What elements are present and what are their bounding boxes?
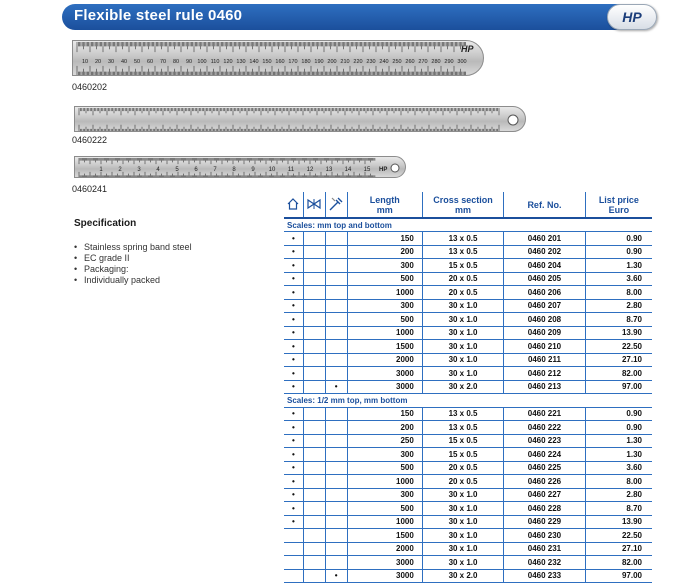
ruler-scale-label: 150 (262, 59, 272, 65)
cross-section-cell: 30 x 1.0 (422, 340, 503, 354)
ref-no-cell: 0460 209 (504, 326, 585, 340)
mark-cell (303, 421, 325, 435)
cross-section-cell: 30 x 1.0 (422, 488, 503, 502)
mark-cell (284, 542, 303, 556)
price-cell: 1.30 (585, 448, 652, 462)
header-ref-no: Ref. No. (504, 192, 585, 218)
mark-cell (303, 529, 325, 543)
mark-cell: • (284, 367, 303, 381)
ref-no-cell: 0460 206 (504, 286, 585, 300)
cross-section-cell: 15 x 0.5 (422, 259, 503, 273)
cross-section-cell: 15 x 0.5 (422, 448, 503, 462)
mark-cell: • (284, 407, 303, 421)
ruler-scale-label: 160 (275, 59, 285, 65)
ref-no-cell: 0460 204 (504, 259, 585, 273)
price-cell: 97.00 (585, 380, 652, 394)
mark-cell (303, 259, 325, 273)
mark-cell (325, 313, 347, 327)
price-cell: 97.00 (585, 569, 652, 583)
mark-cell (325, 407, 347, 421)
table-row (284, 380, 652, 394)
ruler-scale-label: 290 (444, 59, 454, 65)
cross-section-cell: 30 x 1.0 (422, 313, 503, 327)
mark-cell (325, 488, 347, 502)
table-row (284, 434, 652, 448)
ref-no-cell: 0460 201 (504, 232, 585, 246)
ref-no-cell: 0460 212 (504, 367, 585, 381)
ref-no-cell: 0460 225 (504, 461, 585, 475)
table-row (284, 475, 652, 489)
ruler-scale-label: 10 (268, 167, 276, 173)
group-title: Scales: 1/2 mm top, mm bottom (284, 394, 652, 408)
price-cell: 8.00 (585, 475, 652, 489)
cross-section-cell: 13 x 0.5 (422, 407, 503, 421)
price-cell: 0.90 (585, 245, 652, 259)
mark-cell: • (284, 475, 303, 489)
ruler-scale-label: 6 (194, 167, 198, 173)
mark-cell (303, 407, 325, 421)
mark-cell (325, 299, 347, 313)
spec-item: • EC grade II (74, 253, 192, 264)
ruler-scale-label: 120 (223, 59, 233, 65)
cross-section-cell: 30 x 1.0 (422, 353, 503, 367)
spec-item: • Packaging: (74, 264, 192, 275)
house-icon (284, 192, 303, 218)
ruler-scale-label: 90 (185, 59, 193, 65)
mark-cell (325, 502, 347, 516)
ref-no-cell: 0460 223 (504, 434, 585, 448)
table-row (284, 353, 652, 367)
cross-section-cell: 13 x 0.5 (422, 232, 503, 246)
page-title: Flexible steel rule 0460 (74, 7, 243, 24)
ruler-scale-label: 40 (120, 59, 128, 65)
ruler-scale-label: 110 (210, 59, 220, 65)
mark-cell: • (284, 286, 303, 300)
table-row (284, 569, 652, 583)
mark-cell (325, 556, 347, 570)
ref-no-cell: 0460 211 (504, 353, 585, 367)
mark-cell (303, 326, 325, 340)
price-cell: 0.90 (585, 232, 652, 246)
ruler-scale-label: 11 (287, 167, 295, 173)
length-cell: 150 (347, 232, 422, 246)
cross-section-cell: 30 x 2.0 (422, 380, 503, 394)
length-cell: 1000 (347, 475, 422, 489)
cross-section-cell: 15 x 0.5 (422, 434, 503, 448)
ref-no-cell: 0460 231 (504, 542, 585, 556)
mark-cell (325, 475, 347, 489)
specification-list (74, 242, 192, 286)
ruler-scale-label: 15 (363, 167, 371, 173)
mark-cell (284, 556, 303, 570)
price-cell: 82.00 (585, 367, 652, 381)
mark-cell: • (284, 353, 303, 367)
price-cell: 3.60 (585, 461, 652, 475)
mark-cell: • (284, 272, 303, 286)
ruler-hang-hole (391, 164, 399, 172)
ruler-scale-label: 30 (107, 59, 115, 65)
ref-no-cell: 0460 229 (504, 515, 585, 529)
length-cell: 1500 (347, 529, 422, 543)
ruler-scale-label: 12 (306, 167, 314, 173)
ruler-scale-label: 140 (249, 59, 259, 65)
ref-no-cell: 0460 210 (504, 340, 585, 354)
table-row (284, 448, 652, 462)
mark-cell (303, 313, 325, 327)
ref-no-cell: 0460 222 (504, 421, 585, 435)
price-cell: 8.70 (585, 502, 652, 516)
mark-cell: • (284, 488, 303, 502)
price-cell: 8.00 (585, 286, 652, 300)
price-cell: 22.50 (585, 340, 652, 354)
table-row (284, 313, 652, 327)
ruler-scale-label: 3 (137, 167, 141, 173)
mark-cell (303, 515, 325, 529)
table-row (284, 259, 652, 273)
mark-cell: • (284, 380, 303, 394)
length-cell: 1000 (347, 515, 422, 529)
mark-cell (325, 448, 347, 462)
cross-section-cell: 13 x 0.5 (422, 421, 503, 435)
mark-cell (303, 340, 325, 354)
ruler-scale-label: 100 (197, 59, 207, 65)
cross-section-cell: 30 x 1.0 (422, 326, 503, 340)
mark-cell: • (284, 259, 303, 273)
table-group-header (284, 394, 652, 408)
mark-cell (325, 421, 347, 435)
mark-cell (325, 272, 347, 286)
mark-cell: • (284, 340, 303, 354)
price-cell: 1.30 (585, 259, 652, 273)
length-cell: 3000 (347, 569, 422, 583)
price-cell: 2.80 (585, 299, 652, 313)
spec-item: • Stainless spring band steel (74, 242, 192, 253)
ruler-image-0460241 (74, 156, 406, 178)
mark-cell: • (284, 245, 303, 259)
mark-cell (325, 259, 347, 273)
cross-section-cell: 30 x 1.0 (422, 542, 503, 556)
mark-cell: • (284, 299, 303, 313)
ruler-code-label: 0460202 (72, 82, 108, 92)
ruler-scale-label: 220 (353, 59, 363, 65)
length-cell: 300 (347, 488, 422, 502)
length-cell: 200 (347, 245, 422, 259)
cross-section-cell: 30 x 2.0 (422, 569, 503, 583)
price-cell: 82.00 (585, 556, 652, 570)
table-row (284, 421, 652, 435)
price-cell: 27.10 (585, 353, 652, 367)
ruler-scale-label: 70 (159, 59, 167, 65)
mark-cell: • (284, 326, 303, 340)
ruler-scale-label: 190 (314, 59, 324, 65)
cross-section-cell: 20 x 0.5 (422, 461, 503, 475)
table-row (284, 272, 652, 286)
mark-cell: • (284, 515, 303, 529)
table-row (284, 407, 652, 421)
mark-cell: • (325, 380, 347, 394)
mark-cell (303, 272, 325, 286)
length-cell: 300 (347, 299, 422, 313)
ref-no-cell: 0460 202 (504, 245, 585, 259)
length-cell: 300 (347, 259, 422, 273)
table-row (284, 502, 652, 516)
length-cell: 3000 (347, 380, 422, 394)
ruler-scale-label: 240 (379, 59, 389, 65)
length-cell: 300 (347, 448, 422, 462)
length-cell: 500 (347, 461, 422, 475)
ruler-scale-label: 60 (146, 59, 154, 65)
price-cell: 0.90 (585, 407, 652, 421)
ruler-scale-label: 9 (251, 167, 255, 173)
price-cell: 22.50 (585, 529, 652, 543)
price-cell: 1.30 (585, 434, 652, 448)
ruler-scale-label: 210 (340, 59, 350, 65)
price-cell: 13.90 (585, 326, 652, 340)
length-cell: 1000 (347, 326, 422, 340)
ruler-scale-label: 50 (133, 59, 141, 65)
price-cell: 0.90 (585, 421, 652, 435)
mark-cell (325, 542, 347, 556)
ruler-scale-label: 4 (156, 167, 160, 173)
mark-cell (325, 367, 347, 381)
mark-cell (303, 245, 325, 259)
ref-no-cell: 0460 224 (504, 448, 585, 462)
mark-cell: • (284, 502, 303, 516)
mark-cell (303, 461, 325, 475)
table-row (284, 245, 652, 259)
table-header-row (284, 192, 652, 218)
cross-section-cell: 20 x 0.5 (422, 272, 503, 286)
length-cell: 500 (347, 502, 422, 516)
length-cell: 1500 (347, 340, 422, 354)
cross-section-cell: 30 x 1.0 (422, 515, 503, 529)
ref-no-cell: 0460 230 (504, 529, 585, 543)
spec-item-continuation: • Individually packed (74, 275, 192, 286)
mark-cell: • (284, 232, 303, 246)
ruler-scale-label: 250 (392, 59, 402, 65)
cross-section-cell: 30 x 1.0 (422, 529, 503, 543)
mark-cell (325, 326, 347, 340)
ruler-scale-label: 5 (175, 167, 179, 173)
ruler-code-label: 0460222 (72, 135, 108, 145)
mark-cell (325, 515, 347, 529)
cross-section-cell: 30 x 1.0 (422, 299, 503, 313)
header-list-price: List price Euro (585, 192, 652, 218)
cross-section-cell: 20 x 0.5 (422, 286, 503, 300)
mark-cell: • (284, 421, 303, 435)
length-cell: 500 (347, 272, 422, 286)
table-row (284, 232, 652, 246)
ruler-scale-label: 280 (431, 59, 441, 65)
mark-cell (303, 232, 325, 246)
mark-cell: • (284, 313, 303, 327)
table-row (284, 367, 652, 381)
price-cell: 13.90 (585, 515, 652, 529)
length-cell: 250 (347, 434, 422, 448)
header-cross-section: Cross section mm (422, 192, 503, 218)
mark-cell (303, 569, 325, 583)
group-title: Scales: mm top and bottom (284, 218, 652, 232)
cross-section-cell: 30 x 1.0 (422, 556, 503, 570)
ruler-scale-label: 2 (118, 167, 122, 173)
mark-cell (325, 461, 347, 475)
ref-no-cell: 0460 226 (504, 475, 585, 489)
table-row (284, 542, 652, 556)
table-row (284, 326, 652, 340)
table-row (284, 340, 652, 354)
price-cell: 2.80 (585, 488, 652, 502)
ruler-scale-label: 8 (232, 167, 236, 173)
price-cell: 3.60 (585, 272, 652, 286)
mark-cell (303, 380, 325, 394)
length-cell: 3000 (347, 556, 422, 570)
mark-cell (325, 529, 347, 543)
cross-section-cell: 13 x 0.5 (422, 245, 503, 259)
ruler-scale-label: 10 (81, 59, 89, 65)
table-row (284, 556, 652, 570)
mark-cell: • (284, 448, 303, 462)
ruler-hang-hole (508, 115, 518, 125)
mark-cell: • (284, 461, 303, 475)
ruler-scale-label: 230 (366, 59, 376, 65)
product-table (284, 192, 652, 583)
ruler-scale-label: 300 (457, 59, 467, 65)
ruler-code-label: 0460241 (72, 184, 108, 194)
ref-no-cell: 0460 233 (504, 569, 585, 583)
price-cell: 8.70 (585, 313, 652, 327)
ref-no-cell: 0460 227 (504, 488, 585, 502)
cross-section-cell: 30 x 1.0 (422, 502, 503, 516)
ruler-scale-label: 270 (418, 59, 428, 65)
table-row (284, 488, 652, 502)
mark-cell (325, 232, 347, 246)
ref-no-cell: 0460 207 (504, 299, 585, 313)
ruler-scale-label: 14 (344, 167, 352, 173)
mark-cell (303, 353, 325, 367)
mark-cell (303, 299, 325, 313)
mark-cell (325, 434, 347, 448)
length-cell: 500 (347, 313, 422, 327)
length-cell: 3000 (347, 367, 422, 381)
mark-cell (303, 448, 325, 462)
mark-cell (303, 556, 325, 570)
mark-cell: • (284, 434, 303, 448)
mark-cell (303, 434, 325, 448)
tool-icon (325, 192, 347, 218)
mark-cell (325, 353, 347, 367)
ruler-scale-label: 260 (405, 59, 415, 65)
ruler-scale-label: 1 (99, 167, 103, 173)
ref-no-cell: 0460 208 (504, 313, 585, 327)
ref-no-cell: 0460 213 (504, 380, 585, 394)
mark-cell (303, 502, 325, 516)
cross-section-cell: 30 x 1.0 (422, 367, 503, 381)
length-cell: 2000 (347, 542, 422, 556)
ruler-scale-label: 7 (213, 167, 217, 173)
ref-no-cell: 0460 228 (504, 502, 585, 516)
ruler-scale-label: 130 (236, 59, 246, 65)
price-cell: 27.10 (585, 542, 652, 556)
ruler-scale-label: 180 (301, 59, 311, 65)
ruler-scale-label: 80 (172, 59, 180, 65)
table-row (284, 299, 652, 313)
ruler-scale-label: 170 (288, 59, 298, 65)
ruler-logo: HP (461, 44, 474, 54)
ruler-scale-label: 13 (325, 167, 333, 173)
table-row (284, 515, 652, 529)
ref-no-cell: 0460 232 (504, 556, 585, 570)
length-cell: 2000 (347, 353, 422, 367)
table-group-header (284, 218, 652, 232)
hp-logo: HP (607, 4, 657, 30)
table-row (284, 461, 652, 475)
mark-cell (284, 529, 303, 543)
table-row (284, 529, 652, 543)
mark-cell (284, 569, 303, 583)
ruler-image-0460222 (74, 106, 526, 132)
length-cell: 200 (347, 421, 422, 435)
mark-cell (325, 340, 347, 354)
ref-no-cell: 0460 221 (504, 407, 585, 421)
length-cell: 150 (347, 407, 422, 421)
table-row (284, 286, 652, 300)
mark-cell (325, 286, 347, 300)
ruler-scale-label: 200 (327, 59, 337, 65)
ruler-scale-label: 20 (94, 59, 102, 65)
mark-cell (303, 286, 325, 300)
butterfly-icon (303, 192, 325, 218)
length-cell: 1000 (347, 286, 422, 300)
header-length: Length mm (347, 192, 422, 218)
mark-cell (325, 245, 347, 259)
mark-cell (303, 542, 325, 556)
ref-no-cell: 0460 205 (504, 272, 585, 286)
mark-cell (303, 367, 325, 381)
mark-cell: • (325, 569, 347, 583)
ruler-image-0460202 (72, 40, 484, 76)
cross-section-cell: 20 x 0.5 (422, 475, 503, 489)
mark-cell (303, 488, 325, 502)
specification-title: Specification (74, 218, 137, 229)
mark-cell (303, 475, 325, 489)
ruler-logo: HP (379, 167, 388, 173)
